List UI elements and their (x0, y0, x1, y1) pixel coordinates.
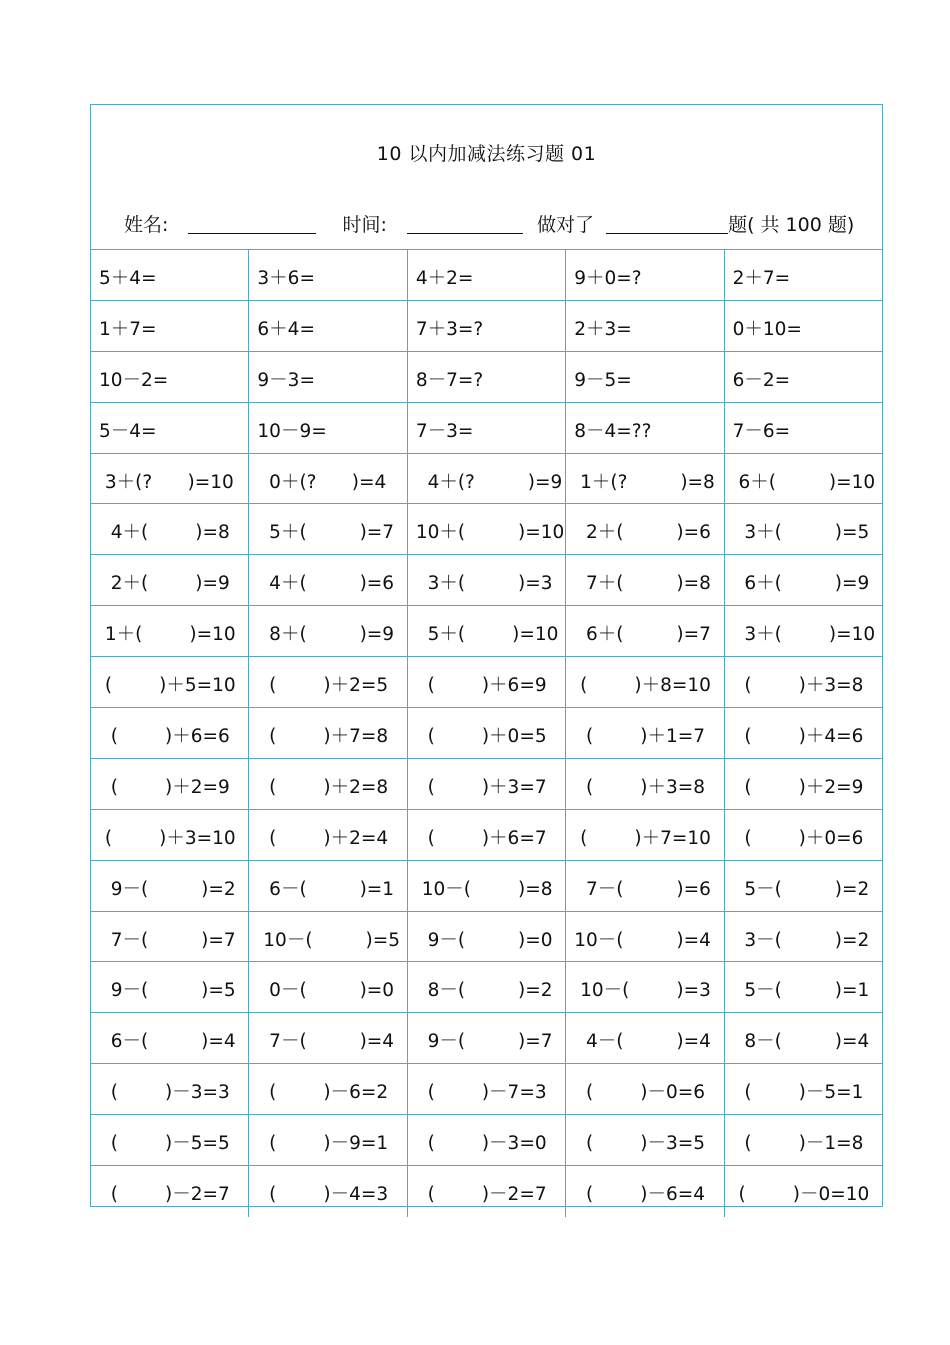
problem-text: 5－4= (99, 420, 157, 442)
problem-cell[interactable] (249, 1115, 407, 1165)
problem-text: ( )－1=8 (732, 1133, 864, 1155)
problem-text: 8－( )=4 (732, 1031, 870, 1053)
problem-text: 5－( )=2 (732, 878, 870, 900)
problem-text: ( )＋1=7 (574, 726, 706, 748)
problem-cell[interactable] (725, 301, 882, 351)
problem-text: ( )－7=3 (415, 1082, 547, 1104)
problem-cell[interactable] (566, 708, 724, 758)
worksheet (90, 104, 883, 1207)
problem-cell[interactable] (91, 606, 249, 656)
problem-cell[interactable] (566, 403, 724, 453)
problem-cell[interactable] (408, 759, 566, 809)
problem-row (91, 454, 882, 505)
problem-text: ( )－3=5 (574, 1133, 706, 1155)
problem-text: ( )－4=3 (257, 1184, 389, 1206)
problem-row (91, 861, 882, 912)
problem-cell[interactable] (566, 1115, 724, 1165)
problem-cell[interactable] (725, 657, 882, 707)
problem-cell[interactable] (408, 1166, 566, 1217)
problem-text: 7－6= (732, 420, 791, 442)
problem-text: ( )－0=10 (732, 1184, 870, 1206)
problem-text: 0＋(? )=4 (257, 471, 387, 493)
problem-cell[interactable] (566, 657, 724, 707)
problem-text: 9－( )=0 (415, 929, 553, 951)
problem-row (91, 555, 882, 606)
problem-text: 7－( )=4 (257, 1031, 395, 1053)
problem-text: ( )＋3=8 (732, 675, 864, 697)
problem-text: 8－( )=2 (415, 980, 553, 1002)
problem-text: ( )－5=5 (99, 1133, 230, 1155)
problem-text: 2＋( )=6 (574, 522, 711, 544)
problem-text: 0＋10= (732, 318, 802, 340)
problem-cell[interactable] (566, 454, 724, 504)
problem-cell[interactable] (566, 1013, 724, 1063)
problem-cell[interactable] (91, 403, 249, 453)
problem-cell[interactable] (566, 1064, 724, 1114)
problem-text: ( )＋4=6 (732, 726, 864, 748)
problem-cell[interactable] (91, 657, 249, 707)
problem-row (91, 810, 882, 861)
problem-cell[interactable] (249, 810, 407, 860)
problem-cell[interactable] (566, 861, 724, 911)
problem-cell[interactable] (249, 555, 407, 605)
problem-cell[interactable] (408, 810, 566, 860)
problem-cell[interactable] (725, 454, 882, 504)
problem-cell[interactable] (249, 1013, 407, 1063)
problem-cell[interactable] (408, 555, 566, 605)
problem-text: 9－( )=2 (99, 878, 236, 900)
problem-cell[interactable] (249, 454, 407, 504)
problem-cell[interactable] (725, 352, 882, 402)
problem-cell[interactable] (566, 301, 724, 351)
problem-cell[interactable] (91, 555, 249, 605)
problem-text: 1＋(? )=8 (574, 471, 715, 493)
problem-text: 6－( )=4 (99, 1031, 236, 1053)
worksheet-header (91, 105, 882, 250)
problem-text: ( )－2=7 (99, 1184, 230, 1206)
problem-cell[interactable] (91, 861, 249, 911)
problem-row (91, 403, 882, 454)
problem-cell[interactable] (249, 1166, 407, 1217)
problem-text: 5＋( )=7 (257, 522, 395, 544)
problem-text: 10－2= (99, 369, 169, 391)
problem-cell[interactable] (408, 657, 566, 707)
problem-text: 4＋(? )=9 (415, 471, 563, 493)
problem-cell[interactable] (408, 1013, 566, 1063)
problem-text: ( )＋3=7 (415, 776, 547, 798)
problem-cell[interactable] (725, 555, 882, 605)
problem-cell[interactable] (725, 708, 882, 758)
problem-text: ( )－2=7 (415, 1184, 547, 1206)
problem-cell[interactable] (408, 912, 566, 962)
problem-cell[interactable] (566, 962, 724, 1012)
problem-row (91, 1013, 882, 1064)
problem-text: ( )＋6=6 (99, 726, 230, 748)
problem-row (91, 606, 882, 657)
problem-text: ( )－3=3 (99, 1082, 230, 1104)
problem-row (91, 912, 882, 963)
problem-row (91, 504, 882, 555)
problem-cell[interactable] (249, 403, 407, 453)
problem-grid (91, 250, 882, 1217)
problem-cell[interactable] (249, 504, 407, 554)
problem-cell[interactable] (566, 250, 724, 300)
problem-row (91, 1166, 882, 1217)
problem-text: 6＋( )=7 (574, 624, 711, 646)
problem-text: 7－( )=6 (574, 878, 711, 900)
problem-cell[interactable] (725, 861, 882, 911)
problem-cell[interactable] (725, 504, 882, 554)
problem-text: ( )＋3=10 (99, 827, 236, 849)
problem-cell[interactable] (566, 759, 724, 809)
problem-text: ( )－6=2 (257, 1082, 389, 1104)
problem-text: 9－5= (574, 369, 632, 391)
problem-cell[interactable] (249, 352, 407, 402)
problem-text: 5－( )=1 (732, 980, 870, 1002)
problem-cell[interactable] (725, 1013, 882, 1063)
problem-cell[interactable] (566, 810, 724, 860)
problem-text: 2＋( )=9 (99, 573, 230, 595)
problem-cell[interactable] (566, 352, 724, 402)
problem-cell[interactable] (91, 759, 249, 809)
problem-cell[interactable] (408, 1064, 566, 1114)
problem-text: ( )＋2=8 (257, 776, 389, 798)
problem-text: 2＋7= (732, 268, 791, 289)
problem-text: ( )＋6=7 (415, 827, 547, 849)
problem-cell[interactable] (249, 759, 407, 809)
problem-cell[interactable] (91, 1064, 249, 1114)
problem-text: 7－3= (415, 420, 474, 442)
problem-cell[interactable] (725, 606, 882, 656)
problem-cell[interactable] (91, 810, 249, 860)
problem-cell[interactable] (408, 1115, 566, 1165)
problem-cell[interactable] (725, 1115, 882, 1165)
problem-cell[interactable] (91, 250, 249, 300)
problem-text: 7－( )=7 (99, 929, 236, 951)
problem-cell[interactable] (91, 962, 249, 1012)
correct-label: 做对了 (537, 214, 595, 236)
problem-cell[interactable] (91, 1166, 249, 1217)
problem-cell[interactable] (566, 504, 724, 554)
problem-text: 9＋0=? (574, 268, 642, 289)
problem-text: 6－( )=1 (257, 878, 395, 900)
problem-cell[interactable] (249, 250, 407, 300)
problem-text: 10－9= (257, 420, 327, 442)
problem-cell[interactable] (249, 301, 407, 351)
problem-cell[interactable] (249, 962, 407, 1012)
problem-text: 8－7=? (415, 369, 484, 391)
problem-text: 9－( )=7 (415, 1031, 553, 1053)
problem-cell[interactable] (249, 912, 407, 962)
problem-cell[interactable] (91, 1013, 249, 1063)
problem-cell[interactable] (725, 810, 882, 860)
problem-text: 3＋( )=5 (732, 522, 870, 544)
problem-cell[interactable] (91, 708, 249, 758)
problem-text: ( )＋8=10 (574, 675, 711, 697)
problem-cell[interactable] (249, 657, 407, 707)
problem-cell[interactable] (249, 861, 407, 911)
problem-text: 10－( )=4 (574, 929, 711, 951)
correct-count-blank[interactable] (606, 213, 728, 234)
problem-text: 3＋( )=10 (732, 624, 876, 646)
problem-text: 4＋2= (415, 268, 474, 289)
problem-cell[interactable] (91, 301, 249, 351)
problem-text: ( )＋7=8 (257, 726, 389, 748)
problem-cell[interactable] (408, 250, 566, 300)
problem-text: ( )＋7=10 (574, 827, 711, 849)
problem-text: 3－( )=2 (732, 929, 870, 951)
problem-cell[interactable] (725, 759, 882, 809)
problem-row (91, 1115, 882, 1166)
problem-cell[interactable] (408, 454, 566, 504)
problem-text: 9－( )=5 (99, 980, 236, 1002)
problem-text: 9－3= (257, 369, 315, 391)
problem-cell[interactable] (725, 1166, 882, 1217)
problem-cell[interactable] (408, 301, 566, 351)
problem-text: 1＋7= (99, 318, 157, 340)
problem-text: ( )－9=1 (257, 1133, 389, 1155)
problem-text: ( )－5=1 (732, 1082, 864, 1104)
problem-text: 7＋3=? (415, 318, 484, 340)
problem-text: 4＋( )=6 (257, 573, 395, 595)
problem-text: 7＋( )=8 (574, 573, 711, 595)
problem-text: 3＋(? )=10 (99, 471, 234, 493)
problem-row (91, 962, 882, 1013)
problem-cell[interactable] (91, 912, 249, 962)
problem-cell[interactable] (408, 861, 566, 911)
problem-cell[interactable] (566, 1166, 724, 1217)
problem-row (91, 1064, 882, 1115)
time-label: 时间: (342, 214, 387, 236)
worksheet-title: 10 以内加减法练习题 01 (376, 143, 597, 165)
problem-cell[interactable] (725, 962, 882, 1012)
problem-text: 10－( )=8 (415, 878, 553, 900)
problem-text: ( )－3=0 (415, 1133, 547, 1155)
problem-cell[interactable] (725, 403, 882, 453)
problem-cell[interactable] (91, 352, 249, 402)
problem-text: ( )＋5=10 (99, 675, 236, 697)
problem-text: ( )＋2=9 (732, 776, 864, 798)
student-info-line (124, 210, 854, 237)
problem-text: 10－( )=5 (257, 929, 400, 951)
name-label: 姓名: (124, 214, 169, 236)
problem-cell[interactable] (566, 606, 724, 656)
problem-text: ( )－6=4 (574, 1184, 706, 1206)
name-blank[interactable] (188, 213, 316, 234)
problem-cell[interactable] (408, 352, 566, 402)
problem-text: 2＋3= (574, 318, 632, 340)
problem-cell[interactable] (408, 504, 566, 554)
problem-row (91, 657, 882, 708)
problem-text: 6－2= (732, 369, 791, 391)
problem-text: ( )＋3=8 (574, 776, 706, 798)
problem-cell[interactable] (725, 250, 882, 300)
problem-text: 4＋( )=8 (99, 522, 230, 544)
problem-cell[interactable] (249, 606, 407, 656)
time-blank[interactable] (407, 213, 523, 234)
problem-cell[interactable] (408, 403, 566, 453)
problem-text: 3＋6= (257, 268, 315, 289)
problem-cell[interactable] (408, 606, 566, 656)
problem-text: 5＋4= (99, 268, 157, 289)
problem-text: 3＋( )=3 (415, 573, 553, 595)
problem-row (91, 759, 882, 810)
problem-text: 6＋4= (257, 318, 315, 340)
problem-text: 10－( )=3 (574, 980, 711, 1002)
problem-cell[interactable] (249, 1064, 407, 1114)
problem-cell[interactable] (408, 708, 566, 758)
problem-cell[interactable] (91, 454, 249, 504)
problem-text: 0－( )=0 (257, 980, 395, 1002)
problem-cell[interactable] (91, 1115, 249, 1165)
problem-text: ( )＋2=5 (257, 675, 389, 697)
problem-text: 8－4=?? (574, 420, 652, 442)
problem-text: ( )＋0=5 (415, 726, 547, 748)
total-label: 题( 共 100 题) (728, 214, 855, 236)
problem-text: 4－( )=4 (574, 1031, 711, 1053)
problem-text: ( )＋0=6 (732, 827, 864, 849)
problem-text: 5＋( )=10 (415, 624, 559, 646)
problem-text: 8＋( )=9 (257, 624, 395, 646)
problem-text: ( )＋6=9 (415, 675, 547, 697)
problem-cell[interactable] (566, 912, 724, 962)
problem-text: ( )＋2=4 (257, 827, 389, 849)
problem-cell[interactable] (566, 555, 724, 605)
problem-text: 1＋( )=10 (99, 624, 236, 646)
problem-cell[interactable] (725, 1064, 882, 1114)
problem-row (91, 301, 882, 352)
problem-text: ( )－0=6 (574, 1082, 706, 1104)
problem-cell[interactable] (91, 504, 249, 554)
problem-cell[interactable] (725, 912, 882, 962)
problem-text: 10＋( )=10 (415, 522, 565, 544)
problem-text: 6＋( )=10 (732, 471, 876, 493)
problem-text: 6＋( )=9 (732, 573, 870, 595)
problem-row (91, 352, 882, 403)
problem-row (91, 708, 882, 759)
problem-cell[interactable] (249, 708, 407, 758)
problem-cell[interactable] (408, 962, 566, 1012)
problem-text: ( )＋2=9 (99, 776, 230, 798)
problem-row (91, 250, 882, 301)
